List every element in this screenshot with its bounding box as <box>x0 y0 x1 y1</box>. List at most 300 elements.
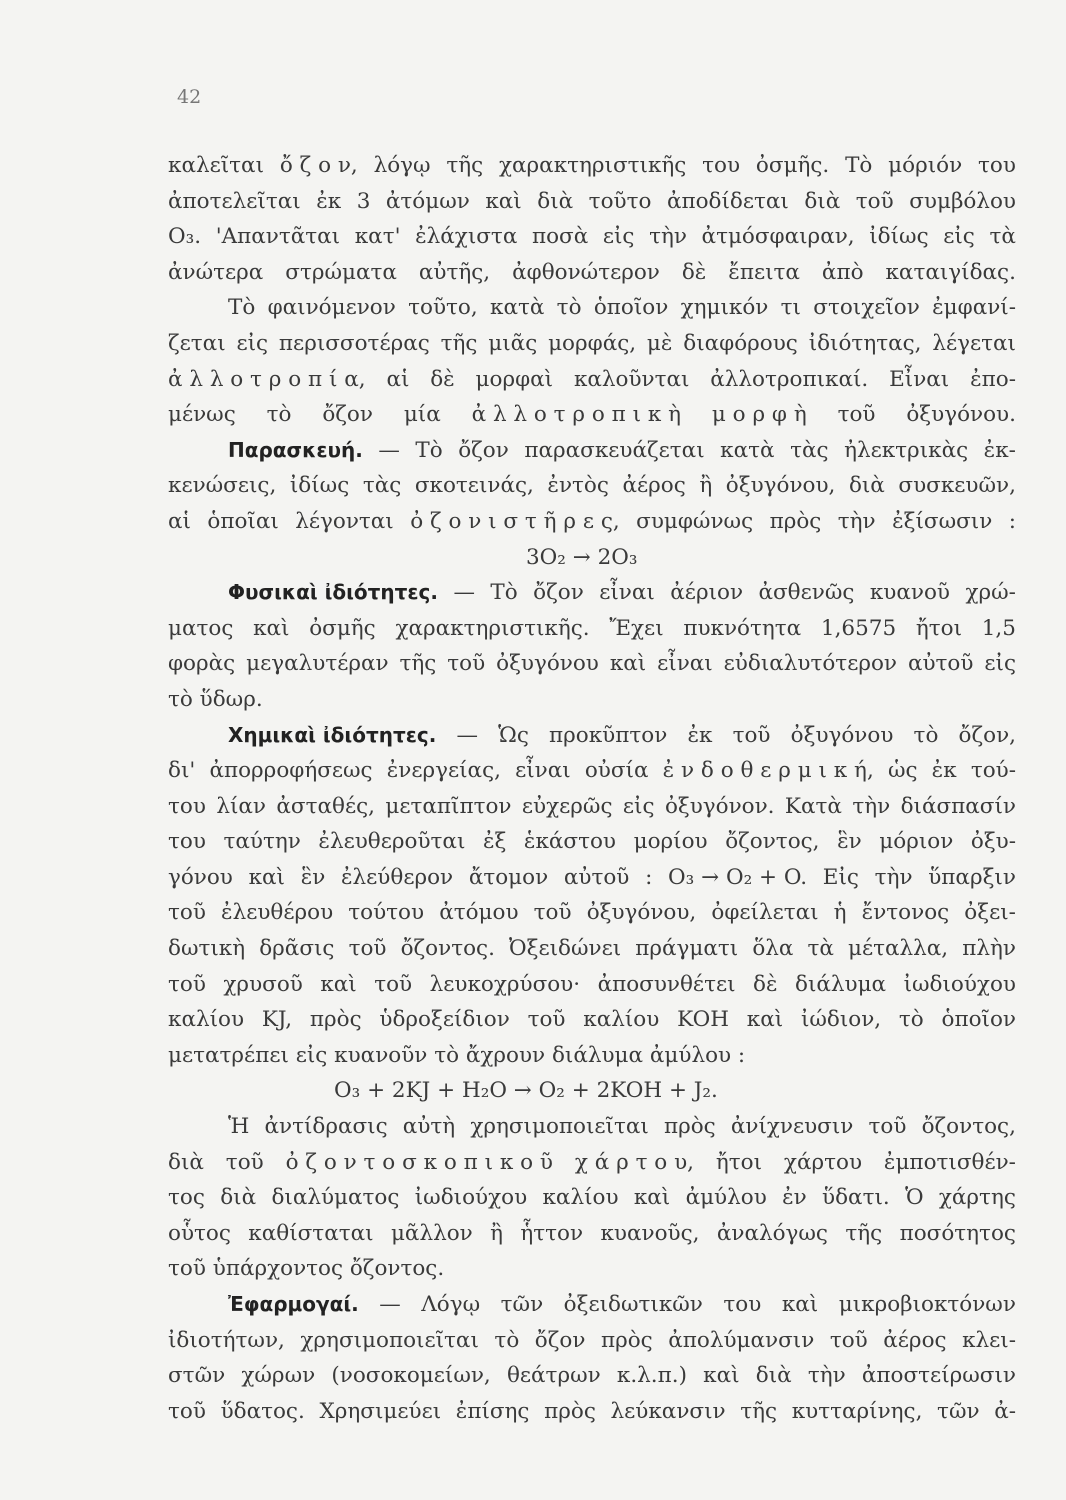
word: ἑκάστου <box>523 829 617 855</box>
word: αὐτῆς, <box>418 259 491 285</box>
spaced-term: χ ά ρ τ ο υ, <box>574 1149 694 1175</box>
text-line <box>168 967 1016 1003</box>
word: εἰς <box>236 330 269 356</box>
word: δὲ <box>430 366 455 392</box>
text-line <box>168 718 1016 754</box>
word: ἐκ <box>931 758 957 784</box>
word: προκῦπτον <box>549 722 668 748</box>
word: καλίου <box>168 1007 245 1033</box>
word: φορὰς <box>168 651 236 677</box>
word: ἀτόμων <box>385 188 470 214</box>
word: θεάτρων <box>506 1363 601 1389</box>
word: οὐσία <box>584 758 649 784</box>
text-line <box>168 184 1016 220</box>
word: τὸ ὕδωρ. <box>168 686 263 712</box>
word: κατὰ <box>720 437 775 463</box>
text-line <box>168 682 1016 718</box>
text-line <box>168 148 1016 184</box>
word: τὴν <box>874 864 913 890</box>
word: γόνου <box>168 864 233 890</box>
word: ἠλεκτρικὰς <box>844 437 969 463</box>
word: εὐχερῶς <box>521 793 613 819</box>
word: ὄζον <box>533 580 584 606</box>
word: πρὸς <box>600 1327 653 1353</box>
word: ἀποτελεῖται <box>168 188 301 214</box>
word: μεταπῖπτον <box>385 793 512 819</box>
word: συσκευῶν, <box>898 473 1016 499</box>
word: ὀσμῆς <box>309 615 376 641</box>
word: κ.λ.π.) <box>616 1363 687 1389</box>
word: κενώσεις, <box>168 473 277 499</box>
word: τὸ <box>494 1327 520 1353</box>
word: διὰ <box>755 1363 792 1389</box>
word: του <box>168 829 206 855</box>
word: ἀνίχνευσιν <box>730 1114 854 1140</box>
word: καὶ <box>609 651 647 677</box>
word: τοῦ <box>837 402 876 428</box>
word: οὗτος <box>168 1220 231 1246</box>
word: ὕδατος. <box>220 1398 305 1424</box>
word: κλει- <box>962 1327 1016 1353</box>
text-line <box>168 1394 1016 1430</box>
word: ταύτην <box>223 829 301 855</box>
word: ἰωδιούχου <box>414 1185 528 1211</box>
text-line <box>168 290 1016 326</box>
word: λευκοχρύσου· <box>429 971 581 997</box>
word: 3O₂ → 2O₃ <box>526 544 638 570</box>
word: ἐντὸς <box>547 473 609 499</box>
word: ἐξίσωσιν <box>892 508 993 534</box>
word: τὴν <box>837 508 876 534</box>
word: ἀποστείρωσιν <box>861 1363 1016 1389</box>
word: μεγαλυτέραν <box>246 651 389 677</box>
word: ὀξυγόνου, <box>586 900 697 926</box>
word: μιᾶς <box>488 330 538 356</box>
spaced-term: ἀ λ λ ο τ ρ ο π ι κ ὴ <box>471 402 682 428</box>
word: ἓν <box>837 829 862 855</box>
word: τὴν <box>649 224 687 250</box>
word: ἧττον <box>520 1220 584 1246</box>
word: ὀξυγόνου <box>790 722 894 748</box>
word: τοῦ <box>527 1007 566 1033</box>
word: — <box>379 1292 401 1317</box>
word: πράγματι <box>635 936 739 962</box>
text-line <box>168 895 1016 931</box>
word: μᾶλλον <box>390 1220 473 1246</box>
word: τῶν <box>937 1398 980 1424</box>
text-line <box>168 397 1016 433</box>
word: στῶν <box>168 1363 226 1389</box>
word: Ἔχει <box>609 615 664 641</box>
word: αὐτοῦ <box>563 864 630 890</box>
word: ἀέριον <box>670 580 744 606</box>
word: Ὡς <box>498 722 529 748</box>
word: τῆς <box>740 1398 778 1424</box>
word: ἐμποτισθέν- <box>883 1149 1016 1175</box>
word: ὄζοντος, <box>725 829 820 855</box>
word: 1,5 <box>981 615 1016 641</box>
word: ἔντονος <box>861 900 950 926</box>
word: χρησιμοποιεῖται <box>300 1327 479 1353</box>
word: πλὴν <box>962 936 1016 962</box>
word: ὀξυ- <box>970 829 1016 855</box>
word: εἶναι <box>515 758 571 784</box>
word: τος <box>168 1185 205 1211</box>
word: ὁποῖον <box>593 295 669 321</box>
word: ἀέρος <box>883 1327 947 1353</box>
word: κυανοῦς, <box>600 1220 700 1246</box>
word: αὐτοῦ <box>907 651 974 677</box>
word: καλίου <box>542 1185 619 1211</box>
word: τοῦ <box>225 1149 264 1175</box>
word: ἓν <box>300 864 326 890</box>
word: πρὸς <box>769 508 822 534</box>
body-text <box>168 148 1016 1429</box>
word: ἡ <box>833 900 847 926</box>
word: ὀφείλεται <box>711 900 819 926</box>
word: ματος <box>168 615 234 641</box>
word: ἢ <box>490 1220 503 1246</box>
word: του <box>978 153 1016 178</box>
word: τὴν <box>852 793 891 819</box>
word: δωτικὴ <box>168 936 246 962</box>
word: τὸ <box>913 722 939 748</box>
word: ποσὰ <box>531 224 589 250</box>
word: ἀναλόγως <box>716 1220 828 1246</box>
word: ὁποῖαι <box>207 508 279 534</box>
word: στοιχεῖον <box>813 295 920 321</box>
word: Ἡ <box>228 1114 250 1140</box>
word: τὰς <box>362 473 402 499</box>
word: λέγονται <box>295 508 394 534</box>
word: ὄζον, <box>958 722 1016 748</box>
word: ποσότητος <box>899 1220 1016 1246</box>
word: συμφώνως <box>636 508 754 534</box>
spaced-term: ἐ ν δ ο θ ε ρ μ ι κ ή, <box>662 758 874 784</box>
word: ἐκ- <box>983 437 1016 463</box>
word: μικροβιοκτόνων <box>838 1292 1016 1317</box>
word: ὕδατι. <box>822 1185 890 1211</box>
text-line <box>168 504 1016 540</box>
word: τοῦ <box>855 188 894 214</box>
spaced-term: ἀ λ λ ο τ ρ ο π ί α, <box>168 366 366 392</box>
word: καλεῖται <box>168 153 264 178</box>
word: τοῦ <box>168 971 206 997</box>
word: λεύκανσιν <box>610 1398 726 1424</box>
word: ἄτομον <box>468 864 549 890</box>
word: τοῦτο <box>588 188 652 214</box>
word: ἐμφανί- <box>932 295 1016 321</box>
word: (νοσοκομείων, <box>331 1363 491 1389</box>
text-line <box>168 540 1016 576</box>
word: ἤτοι <box>715 1149 763 1175</box>
word: τι <box>780 295 801 321</box>
spaced-term: ὀ ζ ο ν τ ο σ κ ο π ι κ ο ῦ <box>285 1149 553 1175</box>
text-line <box>168 753 1016 789</box>
word: δὲ <box>681 259 707 285</box>
text-line <box>168 1002 1016 1038</box>
word: του <box>702 153 741 178</box>
word: ἰδιότητας, <box>808 330 922 356</box>
word: παρασκευάζεται <box>524 437 705 463</box>
word: καὶ <box>781 1292 819 1317</box>
word: εἰς <box>622 793 655 819</box>
word: μέταλλα, <box>848 936 949 962</box>
word: τοῦ <box>374 971 413 997</box>
word: Ὁ <box>905 1185 924 1211</box>
word: χαρακτηριστικῆς. <box>395 615 590 641</box>
word: διαφόρους <box>683 330 798 356</box>
word: τοῦτο, <box>408 295 478 321</box>
word: τὰ <box>989 224 1016 250</box>
word: ὕπαρξιν <box>928 864 1016 890</box>
word: κυτταρίνης, <box>791 1398 923 1424</box>
word: τὸ <box>266 402 292 428</box>
word: δι' <box>168 758 196 784</box>
word: ἐλάχιστα <box>415 224 518 250</box>
word: τοῦ <box>533 900 572 926</box>
word: Τὸ <box>228 295 256 321</box>
word: καὶ <box>320 971 357 997</box>
word: ἀτόμου <box>439 900 519 926</box>
word: 3 <box>356 188 371 214</box>
word: ἐλευθεροῦται <box>318 829 466 855</box>
word: KOH <box>677 1007 729 1033</box>
word: διάλυμα <box>795 971 887 997</box>
word: τοῦ <box>868 1114 907 1140</box>
word: εἶναι <box>657 651 713 677</box>
word: καὶ <box>633 1185 671 1211</box>
word: μορίου <box>633 829 708 855</box>
word: κατ' <box>354 224 401 250</box>
word: καὶ <box>485 188 522 214</box>
word: τῆς <box>399 651 437 677</box>
word: καλοῦνται <box>573 366 690 392</box>
word: εἰς <box>943 224 975 250</box>
word: Τὸ <box>490 580 518 606</box>
text-line <box>168 362 1016 398</box>
word: τοῦ <box>168 900 206 926</box>
word: ὀξυγόνου. <box>906 402 1016 428</box>
word: μένως <box>168 402 236 428</box>
word: τὴν <box>807 1363 846 1389</box>
word: μετατρέπει εἰς κυανοῦν τὸ ἄχρουν διάλυμα ἀμύλου : <box>168 1042 746 1068</box>
word: ἀπὸ <box>821 259 864 285</box>
word: ἀλλοτροπικαί. <box>710 366 869 392</box>
word: εὐδιαλυτότερον <box>723 651 897 677</box>
section-heading: Ἐφαρμογαί. <box>228 1292 359 1316</box>
word: : <box>1008 508 1016 534</box>
word: ἐπίσης <box>455 1398 530 1424</box>
word: Τὸ <box>415 437 443 463</box>
word: συμβόλου <box>909 188 1016 214</box>
text-line <box>168 1287 1016 1323</box>
word: KJ, <box>261 1007 293 1033</box>
word: διὰ <box>168 1149 204 1175</box>
word: ἰώδιον, <box>800 1007 882 1033</box>
word: τῆς <box>845 1220 883 1246</box>
word: Χρησιμεύει <box>319 1398 442 1424</box>
text-line <box>168 824 1016 860</box>
word: Ὀξειδώνει <box>509 936 622 962</box>
word: καὶ <box>746 1007 784 1033</box>
word: ἰδιοτήτων, <box>168 1327 285 1353</box>
word: δρᾶσις <box>259 936 335 962</box>
word: ἐλευθέρου <box>221 900 334 926</box>
word: ἐν <box>782 1185 807 1211</box>
text-line <box>168 1073 1016 1109</box>
word: στρώματα <box>285 259 397 285</box>
word: κατὰ <box>490 295 545 321</box>
text-line <box>168 255 1016 291</box>
word: δὲ <box>753 971 778 997</box>
word: ἀσταθές, <box>276 793 375 819</box>
word: καὶ <box>703 1363 740 1389</box>
word: τὸ <box>898 1007 924 1033</box>
word: χάρτης <box>938 1185 1016 1211</box>
word: ὁποῖον <box>941 1007 1016 1033</box>
word: O₃ → O₂ + O. <box>668 864 808 890</box>
word: τοῦ ὑπάρχοντος ὄζοντος. <box>168 1256 445 1282</box>
word: O₃. <box>168 224 202 250</box>
text-line <box>168 1145 1016 1181</box>
word: λίαν <box>216 793 266 819</box>
word: καθίσταται <box>248 1220 374 1246</box>
word: ὑδροξείδιον <box>379 1007 510 1033</box>
word: ἀέρος <box>622 473 686 499</box>
word: εἰς <box>984 651 1016 677</box>
word: τῆς <box>446 153 484 178</box>
word: 'Απαντᾶται <box>215 224 341 250</box>
word: ζεται <box>168 330 226 356</box>
word: ὀξυγόνου <box>496 651 599 677</box>
section-heading: Παρασκευή. <box>228 437 363 462</box>
word: του <box>723 1292 762 1317</box>
word: ἐπο- <box>970 366 1016 392</box>
word: ὄζον <box>534 1327 586 1353</box>
word: χημικόν <box>680 295 769 321</box>
word: τῆς <box>440 330 478 356</box>
word: Κατὰ <box>784 793 842 819</box>
word: του <box>168 793 206 819</box>
page-number: 42 <box>177 86 202 108</box>
word: ἰωδιούχου <box>903 971 1016 997</box>
word: εἶναι <box>599 580 655 606</box>
word: ἤτοι <box>915 615 963 641</box>
word: χρησιμοποιεῖται <box>470 1114 649 1140</box>
word: ὅλα <box>752 936 794 962</box>
word: τοῦ <box>168 1398 206 1424</box>
text-line <box>168 1038 1016 1074</box>
section-heading: Φυσικαὶ ἰδιότητες. <box>228 580 438 605</box>
word: ἀποσυνθέτει <box>597 971 736 997</box>
word: χρυσοῦ <box>223 971 303 997</box>
word: ἰδίως <box>289 473 350 499</box>
word: ἐξ <box>482 829 507 855</box>
word: καὶ <box>248 864 285 890</box>
word: μορφάς, <box>548 330 637 356</box>
word: μόριον <box>879 829 954 855</box>
word: ἀτμόσφαιραν, <box>701 224 855 250</box>
word: κυανοῦ <box>869 580 950 606</box>
word: ἰδίως <box>869 224 929 250</box>
word: ὄζοντος. <box>400 936 495 962</box>
word: ὄζον <box>322 402 373 428</box>
word: πρὸς <box>309 1007 362 1033</box>
word: ἐκ <box>316 188 342 214</box>
word: διάσπασίν <box>900 793 1016 819</box>
word: τὸ <box>556 295 582 321</box>
word: Τὸ <box>845 153 873 178</box>
word: μὲ <box>646 330 673 356</box>
word: ὀξειδωτικῶν <box>563 1292 703 1317</box>
word: τούτου <box>348 900 425 926</box>
word: καλίου <box>583 1007 660 1033</box>
word: ὄζοντος, <box>921 1114 1016 1140</box>
word: μία <box>403 402 441 428</box>
word: πρὸς <box>663 1114 716 1140</box>
word: ἔπειτα <box>728 259 800 285</box>
word: ἀ- <box>994 1398 1016 1424</box>
word: τῶν <box>500 1292 544 1317</box>
spaced-term: μ ο ρ φ ὴ <box>711 402 807 428</box>
word: — <box>456 722 478 748</box>
text-line <box>168 1358 1016 1394</box>
word: ὀξει- <box>964 900 1016 926</box>
section-heading: Χημικαὶ ἰδιότητες. <box>228 722 437 747</box>
spaced-term: ὄ ζ ο ν, <box>279 153 358 178</box>
text-line <box>168 468 1016 504</box>
word: χρώ- <box>965 580 1016 606</box>
word: O₃ + 2KJ + H₂O → O₂ + 2KOH + J₂. <box>334 1078 718 1104</box>
word: ἐκ <box>687 722 713 748</box>
word: λέγεται <box>932 330 1016 356</box>
word: φαινόμενον <box>267 295 396 321</box>
text-line <box>168 1109 1016 1145</box>
word: — <box>378 437 400 463</box>
word: περισσοτέρας <box>278 330 430 356</box>
word: χαρακτηριστικῆς <box>498 153 687 178</box>
word: τού- <box>970 758 1016 784</box>
word: ἀνώτερα <box>168 259 264 285</box>
text-line <box>168 433 1016 469</box>
word: ἀφθονώτερον <box>512 259 660 285</box>
word: χάρτου <box>783 1149 863 1175</box>
word: καὶ <box>253 615 290 641</box>
text-line <box>168 575 1016 611</box>
word: τοῦ <box>348 936 387 962</box>
word: μόριόν <box>888 153 963 178</box>
word: ὀξυγόνου, <box>725 473 836 499</box>
word: τοῦ <box>732 722 771 748</box>
word: διαλύματος <box>271 1185 400 1211</box>
word: τὰς <box>790 437 829 463</box>
word: ὡς <box>887 758 918 784</box>
text-line <box>168 789 1016 825</box>
text-line <box>168 611 1016 647</box>
word: ἀπολύμανσιν <box>668 1327 815 1353</box>
word: τοῦ <box>829 1327 868 1353</box>
word: ἀμύλου <box>685 1185 767 1211</box>
word: χώρων <box>241 1363 316 1389</box>
text-line <box>168 1323 1016 1359</box>
word: ἀποδίδεται <box>666 188 789 214</box>
text-line <box>168 1180 1016 1216</box>
word: Εἶναι <box>889 366 950 392</box>
word: εἰς <box>602 224 635 250</box>
word: διὰ <box>537 188 574 214</box>
text-line <box>168 646 1016 682</box>
